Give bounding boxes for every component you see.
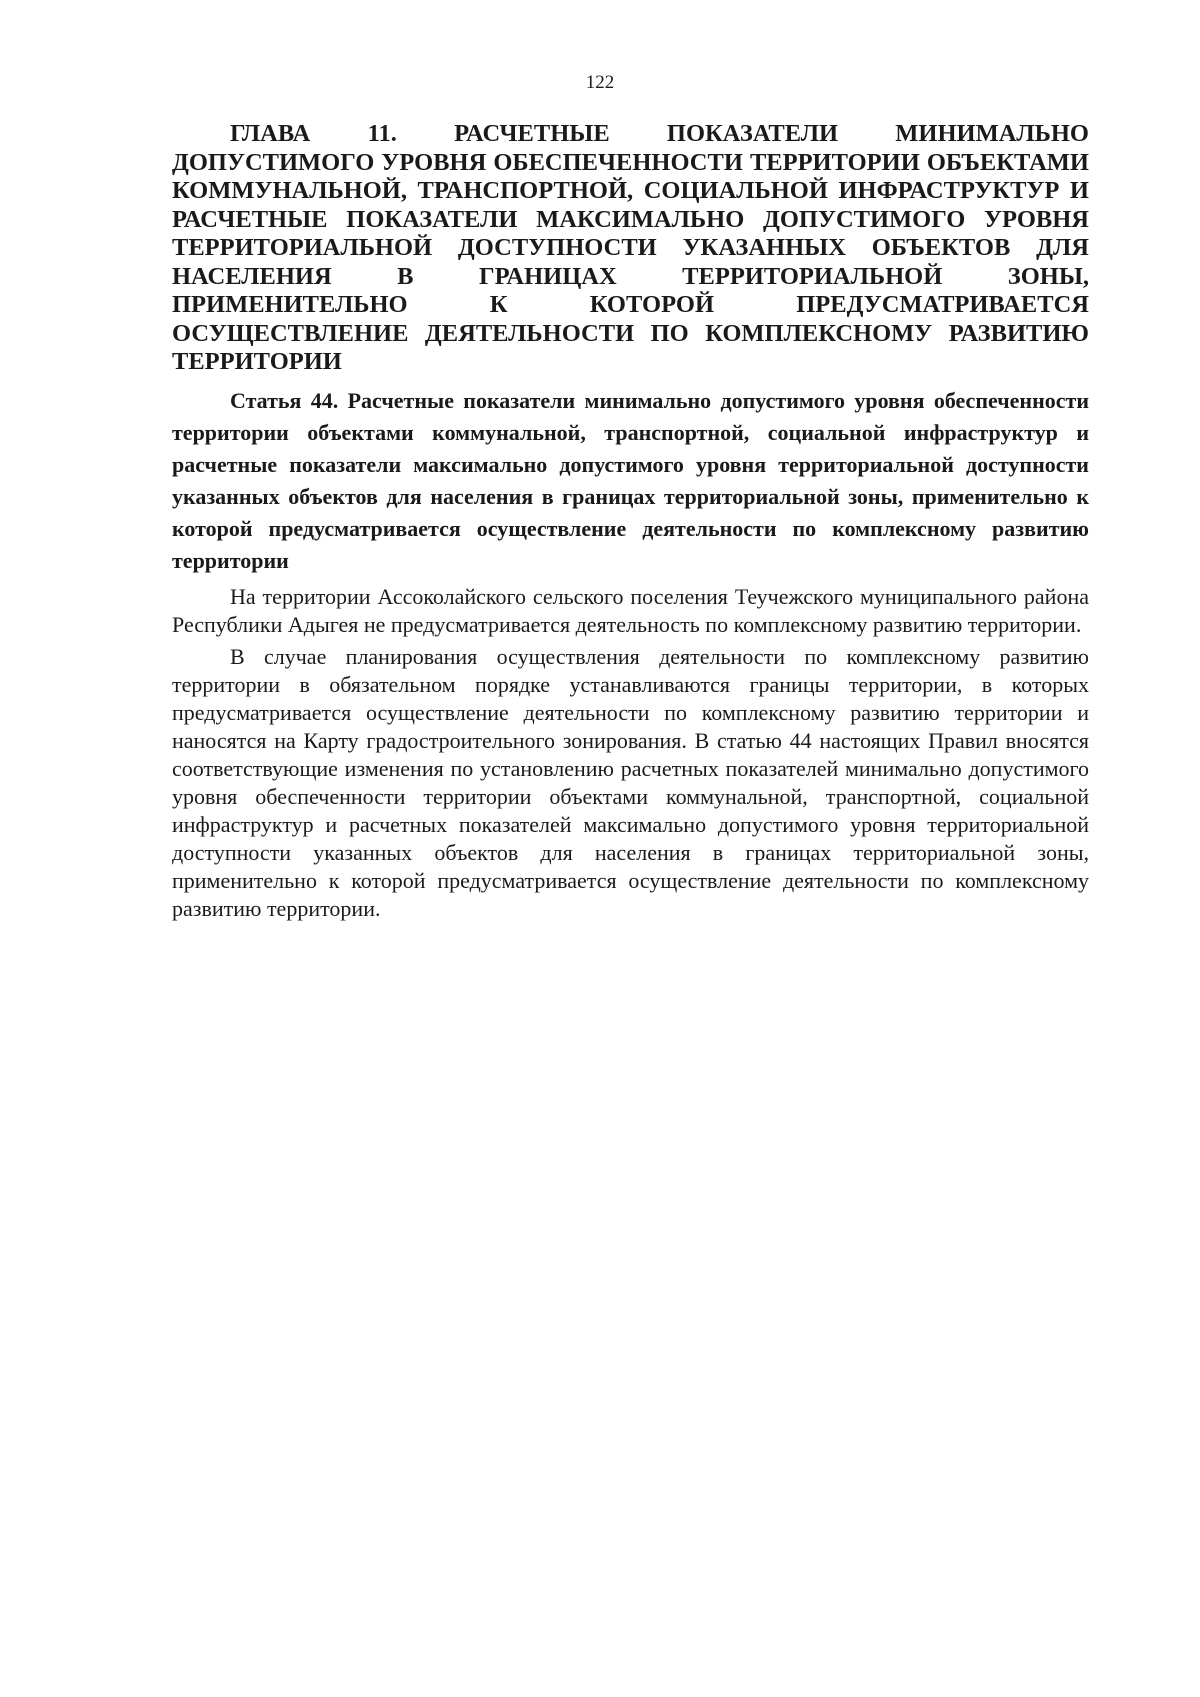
- page-content: [172, 120, 1089, 923]
- chapter-title: ГЛАВА 11. РАСЧЕТНЫЕ ПОКАЗАТЕЛИ МИНИМАЛЬНО ДОПУСТИМОГО УРОВНЯ ОБЕСПЕЧЕННОСТИ ТЕРРИТОРИИ ОБЪЕКТАМИ КОММУНАЛЬНОЙ, ТРАНСПОРТНОЙ, СОЦИАЛЬНОЙ ИНФРАСТРУКТУР И РАСЧЕТНЫЕ ПОКАЗАТЕЛИ МАКСИМАЛЬНО ДОПУСТИМОГО УРОВНЯ ТЕРРИТОРИАЛЬНОЙ ДОСТУПНОСТИ УКАЗАННЫХ ОБЪЕКТОВ ДЛЯ НАСЕЛЕНИЯ В ГРАНИЦАХ ТЕРРИТОРИАЛЬНОЙ ЗОНЫ, ПРИМЕНИТЕЛЬНО К КОТОРОЙ ПРЕДУСМАТРИВАЕТСЯ ОСУЩЕСТВЛЕНИЕ ДЕЯТЕЛЬНОСТИ ПО КОМПЛЕКСНОМУ РАЗВИТИЮ ТЕРРИТОРИИ: [172, 120, 1089, 375]
- paragraph: В случае планирования осуществления деятельности по комплексному развитию территории в обязательном порядке устанавливаются границы территории, в которых предусматривается осуществление деятельности по комплексному развитию территории и наносятся на Карту градостроительного зонирования. В статью 44 настоящих Правил вносятся соответствующие изменения по установлению расчетных показателей минимально допустимого уровня обеспеченности территории объектами коммунальной, транспортной, социальной инфраструктур и расчетных показателей максимально допустимого уровня территориальной доступности указанных объектов для населения в границах территориальной зоны, применительно к которой предусматривается осуществление деятельности по комплексному развитию территории.: [172, 643, 1089, 921]
- paragraph: На территории Ассоколайского сельского поселения Теучежского муниципального района Республики Адыгея не предусматривается деятельность по комплексному развитию территории.: [172, 583, 1089, 637]
- page-number: 122: [585, 72, 615, 93]
- article-title: Статья 44. Расчетные показатели минимально допустимого уровня обеспеченности территории объектами коммунальной, транспортной, социальной инфраструктур и расчетные показатели максимально допустимого уровня территориальной доступности указанных объектов для населения в границах территориальной зоны, применительно к которой предусматривается осуществление деятельности по комплексному развитию территории: [172, 387, 1089, 573]
